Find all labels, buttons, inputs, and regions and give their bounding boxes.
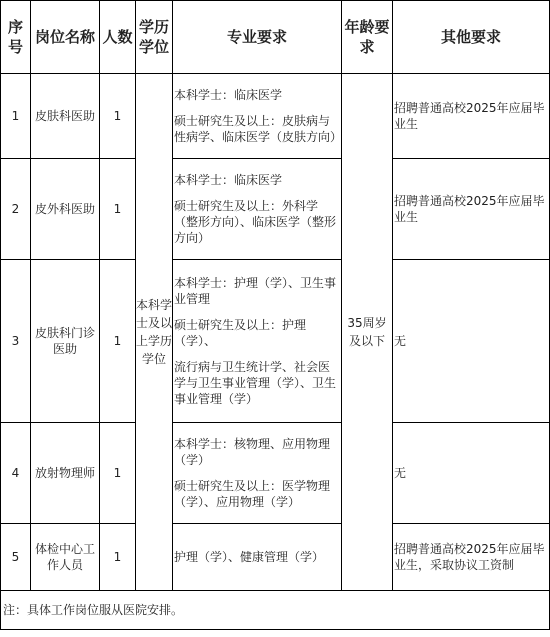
cell-major xyxy=(173,423,342,524)
cell-count: 1 xyxy=(100,423,136,524)
major-bachelor: 本科学士：核物理、应用物理（学） xyxy=(174,437,331,467)
cell-seq: 5 xyxy=(1,524,31,591)
major-master-cont: 流行病与卫生统计学、社会医学与卫生事业管理（学）、卫生事业管理（学） xyxy=(174,360,337,406)
table-row xyxy=(1,524,550,591)
table-row xyxy=(1,423,550,524)
cell-seq: 1 xyxy=(1,74,31,159)
cell-count: 1 xyxy=(100,74,136,159)
cell-post: 体检中心工作人员 xyxy=(31,524,100,591)
cell-seq: 3 xyxy=(1,260,31,423)
header-seq: 序号 xyxy=(1,1,31,74)
note-row xyxy=(1,591,550,630)
table-row xyxy=(1,74,550,159)
major-bachelor: 本科学士：临床医学 xyxy=(174,173,283,187)
cell-post: 皮肤科门诊医助 xyxy=(31,260,100,423)
cell-seq: 4 xyxy=(1,423,31,524)
cell-other: 无 xyxy=(393,260,550,423)
cell-edu-shared: 本科学士及以上学历学位 xyxy=(136,74,173,591)
cell-other: 招聘普通高校2025年应届毕业生，采取协议工资制 xyxy=(393,524,550,591)
major-general: 护理（学）、健康管理（学） xyxy=(174,550,325,564)
cell-other: 招聘普通高校2025年应届毕业生 xyxy=(393,159,550,260)
header-major: 专业要求 xyxy=(173,1,342,74)
header-count: 人数 xyxy=(100,1,136,74)
major-master: 硕士研究生及以上：医学物理（学）、应用物理（学） xyxy=(174,479,331,509)
table-row xyxy=(1,159,550,260)
cell-other: 无 xyxy=(393,423,550,524)
header-other: 其他要求 xyxy=(393,1,550,74)
cell-age-shared: 35周岁及以下 xyxy=(342,74,393,591)
header-age: 年龄要求 xyxy=(342,1,393,74)
major-master: 硕士研究生及以上：外科学（整形方向）、临床医学（整形方向） xyxy=(174,199,337,245)
header-post: 岗位名称 xyxy=(31,1,100,74)
major-master: 硕士研究生及以上：护理（学）、 xyxy=(174,318,307,348)
header-row xyxy=(1,1,550,74)
cell-major xyxy=(173,260,342,423)
cell-count: 1 xyxy=(100,524,136,591)
cell-count: 1 xyxy=(100,260,136,423)
cell-count: 1 xyxy=(100,159,136,260)
cell-major xyxy=(173,74,342,159)
major-master: 硕士研究生及以上：皮肤病与性病学、临床医学（皮肤方向） xyxy=(174,114,343,144)
cell-seq: 2 xyxy=(1,159,31,260)
header-edu: 学历学位 xyxy=(136,1,173,74)
table-note: 注：具体工作岗位服从医院安排。 xyxy=(1,591,550,630)
cell-post: 皮肤科医助 xyxy=(31,74,100,159)
major-bachelor: 本科学士：护理（学）、卫生事业管理 xyxy=(174,276,337,306)
cell-major xyxy=(173,524,342,591)
cell-post: 皮外科医助 xyxy=(31,159,100,260)
cell-post: 放射物理师 xyxy=(31,423,100,524)
cell-other: 招聘普通高校2025年应届毕业生 xyxy=(393,74,550,159)
table-row xyxy=(1,260,550,423)
cell-major xyxy=(173,159,342,260)
major-bachelor: 本科学士：临床医学 xyxy=(174,88,283,102)
